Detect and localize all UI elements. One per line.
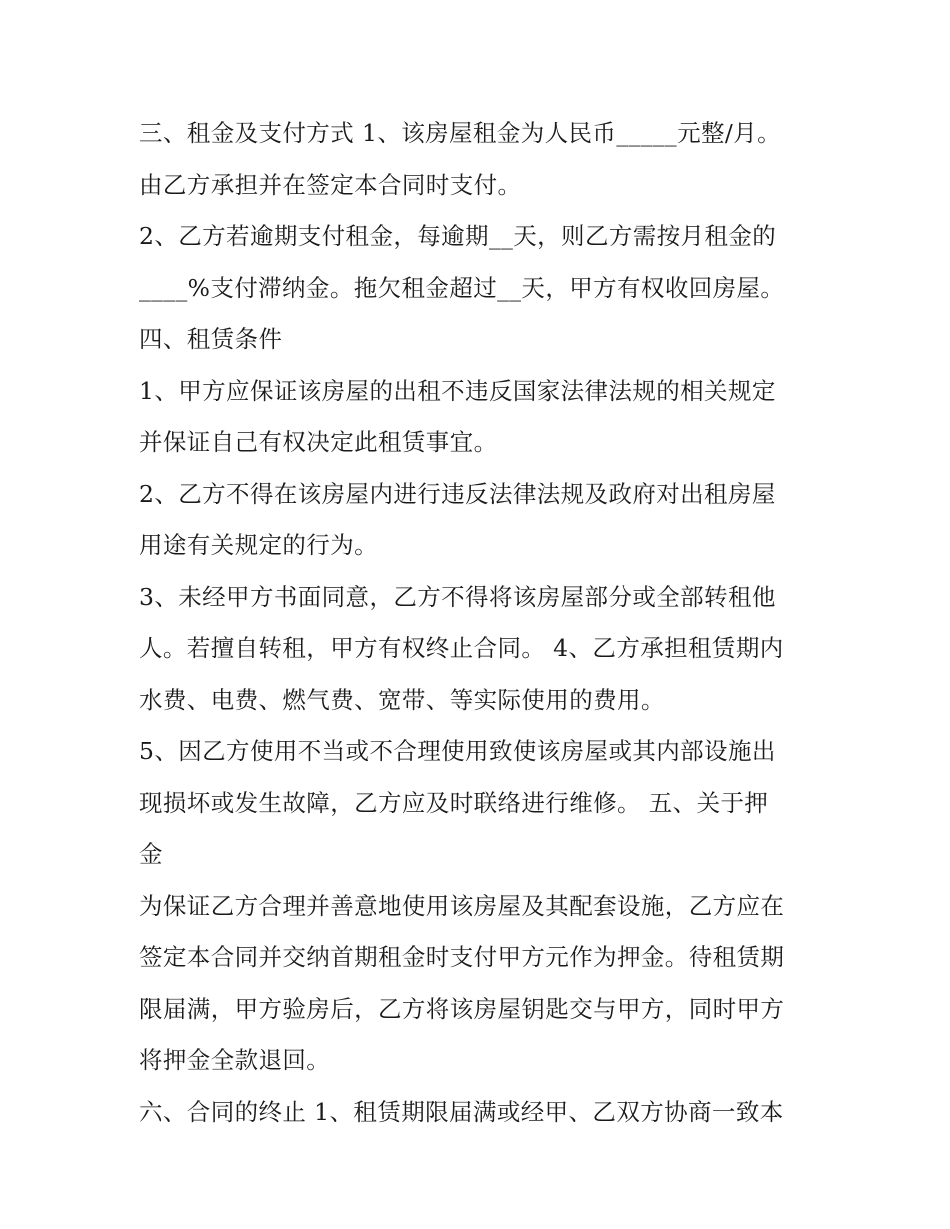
text-line: 三、租金及支付方式 1、该房屋租金为人民币_____元整/月。 — [139, 119, 781, 147]
document-body — [139, 108, 819, 1138]
text-line: 并保证自己有权决定此租赁事宜。 — [139, 428, 498, 456]
text-line: 水费、电费、燃气费、宽带、等实际使用的费用。 — [139, 685, 665, 714]
text-line: 用途有关规定的行为。 — [139, 531, 378, 559]
text-line: 2、乙方若逾期支付租金，每逾期__天，则乙方需按月租金的 — [139, 222, 777, 250]
text-line: 现损坏或发生故障，乙方应及时联络进行维修。 五、关于押 — [139, 788, 769, 817]
text-line: 签定本合同并交纳首期租金时支付甲方元作为押金。待租赁期 — [139, 943, 785, 971]
text-line: 将押金全款退回。 — [139, 1046, 331, 1074]
section-heading: 四、租赁条件 — [139, 325, 283, 353]
text-line: 人。若擅自转租，甲方有权终止合同。 4、乙方承担租赁期内 — [139, 634, 784, 662]
text-line: 限届满，甲方验房后，乙方将该房屋钥匙交与甲方，同时甲方 — [139, 994, 785, 1023]
text-line: 为保证乙方合理并善意地使用该房屋及其配套设施，乙方应在 — [139, 891, 785, 920]
text-line: ____%支付滞纳金。拖欠租金超过__天，甲方有权收回房屋。 — [139, 273, 785, 302]
text-line: 六、合同的终止 1、租赁期限届满或经甲、乙双方协商一致本 — [139, 1097, 784, 1126]
text-line: 3、未经甲方书面同意，乙方不得将该房屋部分或全部转租他 — [139, 582, 776, 611]
text-line: 2、乙方不得在该房屋内进行违反法律法规及政府对出租房屋 — [139, 479, 776, 508]
text-line: 金 — [139, 840, 163, 868]
text-line: 5、因乙方使用不当或不合理使用致使该房屋或其内部设施出 — [139, 737, 776, 765]
text-line: 1、甲方应保证该房屋的出租不违反国家法律法规的相关规定 — [139, 376, 776, 405]
text-line: 由乙方承担并在签定本合同时支付。 — [139, 170, 522, 199]
